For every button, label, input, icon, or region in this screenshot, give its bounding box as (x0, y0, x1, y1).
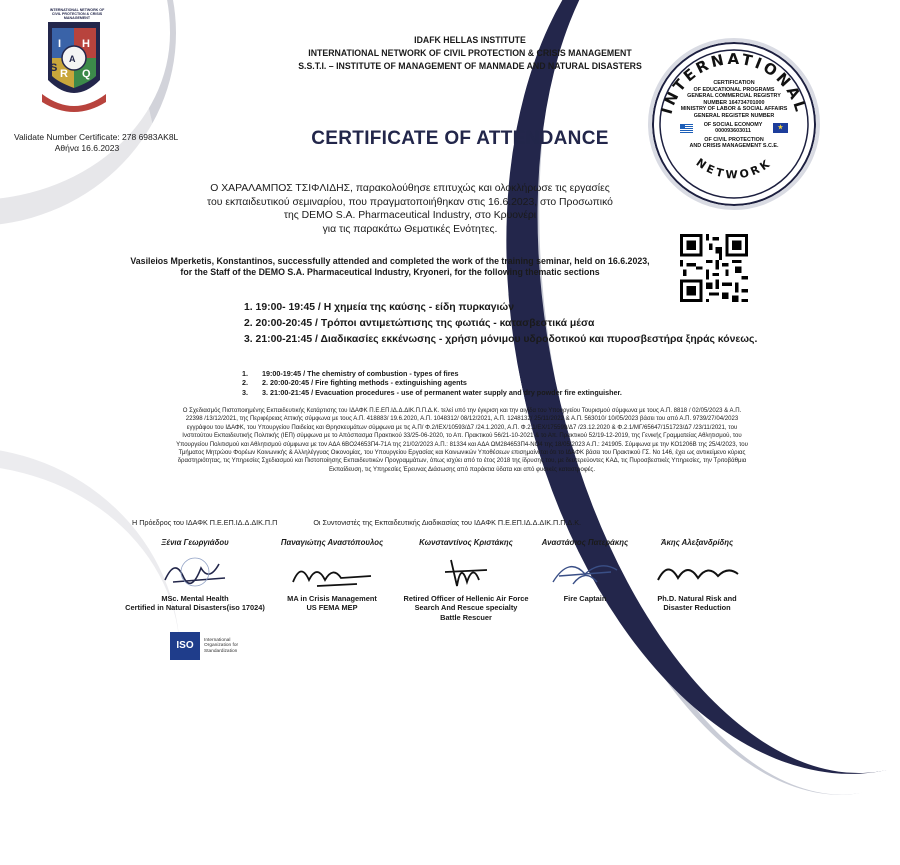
signatory-credential: MSc. Mental Health (161, 593, 229, 603)
seal-flags (680, 122, 788, 135)
signatory-credential: MA in Crisis Management (287, 593, 377, 603)
english-attendance-text (110, 256, 670, 279)
seal-line: 000093603011 (715, 128, 751, 135)
seal-ring-text: NETWORK (693, 155, 775, 182)
signatory-block (262, 538, 402, 613)
signatory-name: Ξένια Γεωργιάδου (161, 538, 229, 547)
agenda-number: 1. (242, 369, 248, 378)
agenda-item (242, 378, 622, 387)
greek-attendance-text (150, 182, 670, 236)
signatory-credential: Battle Rescuer (440, 612, 492, 622)
header-line: INTERNATIONAL NETWORK OF CIVIL PROTECTION & CRISIS MANAGEMENT (308, 48, 632, 59)
signatory-credential: Disaster Reduction (663, 603, 731, 612)
institute-header (277, 34, 663, 73)
english-line: Vasileios Mperketis, Konstantinos, successfully attended and completed the work of the training seminar, held on 16.6.2023, (130, 256, 650, 266)
agenda-item: 3. 21:00-21:45 / Διαδικασίες εκκένωσης - χρήση μόνιμου υδροδοτικού και πυροσβεστήρα ξηράς κόνεως. (244, 334, 758, 345)
agenda-number: 2. (242, 378, 248, 388)
background-swoosh (0, 447, 180, 865)
signatory-block (110, 538, 280, 613)
agenda-item (242, 369, 622, 378)
institute-logo (38, 10, 110, 120)
certificate-title: CERTIFICATE OF ATTENDANCE (311, 128, 609, 149)
iso-logo (170, 632, 238, 660)
english-line: for the Staff of the DEMO S.A. Pharmaceutical Industry, Kryoneri, for the following thematic sections (180, 267, 600, 278)
signatory-block (394, 538, 538, 622)
signature-image (545, 552, 625, 592)
signature-image (287, 552, 377, 592)
greek-flag-icon (680, 124, 693, 133)
seal-line: OF SOCIAL ECONOMY (703, 121, 763, 128)
signatory-name: Αναστάσιος Πατεράκης (541, 538, 629, 547)
logo-caption: INTERNATIONAL NETWORK OF CIVIL PROTECTION & CRISIS MANAGEMENT (49, 8, 105, 20)
seal-line: MINISTRY OF LABOR & SOCIAL AFFAIRS (680, 106, 788, 113)
signatory-block (530, 538, 640, 603)
legal-accreditation-text: Ο Σχεδιασμός Πιστοποιημένης Εκπαιδευτικής Κατάρτισης του ΙΔΑΦΚ Π.Ε.ΕΠ.ΙΔ.Δ.ΔΙΚ.Π.Π.Δ.Κ. τελεί υπό την έγκριση και την αιγίδα του Υπουργείου Τουρισμού σύμφωνα με τους Α.Π. 8818 / 02/05/2023 & Α.Π. 22398 /13/12/2021, της Περιφέρειας Αττικής σύμφωνα με τους Α.Π. 418883/ 19.6.2020, Α.Π. 1048312/ 08/12/2021, Α.Π. 1248132/ 25/11/2022 & Α.Π. 563010/ 10/05/2023 βάσει του από Α.Π. 9739/27/04/2023 εγγράφου του ΙΔΑΦΚ, του Υπουργείου Παιδείας και Θρησκευμάτων σύμφωνα με τις Α.Π/ Φ.2/ΙΕΧ/10593/Δ7 /24.1.2020, Α.Π. Φ.2.1/ΕΧ/175599/Δ7 /23.12.2020 & Φ.2.1/ΜΓ/65647/151723/Δ7 /23/11/2021, του Ινστιτούτου Εκπαιδευτικής Πολιτικής (ΙΕΠ) σύμφωνα με το Απόσπασμα Πρακτικού 33/25-06-2020, το Απ. Πρακτικού 56/21-10-2021 & το Απ. Πρακτικού 52/19-12-2019, της Γενικής Γραμματείας Αθλητισμού, του Υπουργείου Πολιτισμού και Αθλητισμού σύμφωνα με τον ΑΔΑ 6ΒΟ24653Π4-71Α της 21/02/2023 Α.Π.: 81334 και ΑΔΑ ΩΜ284653Π4-ΝΟ4 της 18/05/2023 Α.Π.: 241905. Σύμφωνα με την ΚΟ1206Β της 25/4/2023, του Τμήματος Μητρώου Φορέων Κοινωνικής & Αλληλέγγυας Οικονομίας, του Υπουργείου Εργασίας και Κοινωνικών Υποθέσεων επισημαίνεται ότι το ΙΔΑΦΚ βάσει του Πρακτικού ΓΣ. Νο 146, έχει ως αντικείμενο κύριας δραστηριότητας, τις Υπηρεσίες Σχεδιασμού και Πιστοποίησης Εκπαιδευτικών Προγραμμάτων, όπως ισχύει από το έτος 2018 της ίδρυσης του, με δευτερεύοντες ΚΑΔ, τις Πυροσβεστικές Υπηρεσίες, την Τριτοβάθμια Εκπαίδευση, τις Υπηρεσίες Έρευνας Διάσωσης από παράκτια ύδατα και από φυσικές καταστροφές. (176, 408, 748, 473)
iso-caption-line: International (204, 637, 231, 643)
iso-caption-line: Organization for (204, 643, 239, 649)
issue-place-date: Αθήνα 16.6.2023 (54, 143, 120, 153)
agenda-item: 2. 20:00-20:45 / Τρόποι αντιμετώπισης της φωτιάς - κατασβεστικά μέσα (244, 318, 595, 329)
signature-image (155, 552, 235, 592)
qr-code[interactable] (680, 234, 748, 302)
signatory-roles (132, 518, 615, 527)
iso-caption-line: Standardization (204, 648, 238, 654)
signature-image (431, 552, 501, 592)
greek-line: της DEMO S.A. Pharmaceutical Industry, στο Κρυονέρι (283, 210, 537, 222)
logo-letter: S (50, 62, 58, 74)
seal-body (680, 80, 788, 150)
coordinators-role: Οι Συντονιστές της Εκπαιδευτικής Διαδικασίας του ΙΔΑΦΚ Π.Ε.ΕΠ.ΙΔ.Δ.ΔΙΚ.Π.Π.Δ.Κ. (313, 518, 581, 527)
header-line: S.S.T.I. – INSTITUTE OF MANAGEMENT OF MANMADE AND NATURAL DISASTERS (298, 61, 642, 72)
signatory-credential: Retired Officer of Hellenic Air Force (403, 593, 529, 603)
iso-mark: ISO (170, 632, 200, 660)
agenda-text: 3. 21:00-21:45 / Evacuation procedures - use of permanent water supply and dry powder fire extinguisher. (262, 387, 622, 397)
agenda-number: 3. (242, 387, 248, 397)
logo-letter: R (60, 68, 68, 80)
seal-line: CERTIFICATION (713, 80, 755, 86)
header-line: IDAFK HELLAS INSTITUTE (414, 35, 526, 46)
logo-letter: H (82, 38, 90, 50)
certification-seal (648, 38, 820, 210)
validation-info (14, 132, 179, 154)
signatory-credential: Fire Captain (563, 593, 607, 603)
logo-letter: Q (82, 68, 91, 80)
seal-line: NUMBER 164734701000 (703, 99, 765, 106)
seal-line: GENERAL COMMERCIAL REGISTRY (687, 93, 781, 100)
agenda-text: 2. 20:00-20:45 / Fire fighting methods - extinguishing agents (262, 378, 467, 388)
agenda-item: 1. 19:00- 19:45 / Η χημεία της καύσης - είδη πυρκαγιών (244, 302, 514, 313)
validate-number: Validate Number Certificate: 278 6983AK8L (14, 132, 179, 142)
seal-line: GENERAL REGISTER NUMBER (693, 112, 775, 119)
signatory-credential: US FEMA MEP (306, 603, 358, 612)
president-role: Η Πρόεδρος του ΙΔΑΦΚ Π.Ε.ΕΠ.ΙΔ.Δ.ΔΙΚ.Π.Π (132, 518, 278, 527)
signature-image (652, 552, 742, 592)
greek-line: του εκπαιδευτικού σεμιναρίου, που πραγματοποιήθηκαν στις 16.6.2023, στο Προσωπικό (207, 196, 613, 208)
signatory-block (632, 538, 762, 613)
greek-agenda (244, 300, 757, 348)
agenda-text: 19:00-19:45 / The chemistry of combustion - types of fires (262, 369, 459, 378)
eu-flag-icon: ★ (773, 123, 788, 133)
signatory-credential: Ph.D. Natural Risk and (657, 593, 737, 603)
seal-line: OF CIVIL PROTECTION (704, 136, 764, 143)
logo-letter: I (58, 38, 62, 50)
signatory-name: Κωνσταντίνος Κριστάκης (419, 538, 513, 547)
greek-line: για τις παρακάτω Θεματικές Ενότητες. (322, 223, 498, 235)
english-agenda (242, 369, 622, 397)
seal-line: AND CRISIS MANAGEMENT S.C.E. (689, 143, 779, 150)
logo-letter: A (69, 54, 76, 64)
agenda-item (242, 388, 622, 397)
signatory-name: Παναγιώτης Αναστόπουλος (280, 538, 384, 547)
signatory-credential: Certified in Natural Disasters(iso 17024) (125, 603, 265, 612)
iso-caption (204, 638, 238, 655)
signatory-credential: Search And Rescue specialty (414, 603, 518, 612)
greek-line: Ο ΧΑΡΑΛΑΜΠΟΣ ΤΣΙΦΛΙΔΗΣ, παρακολούθησε επιτυχώς και ολοκλήρωσε τις εργασίες (210, 183, 610, 194)
seal-line: OF EDUCATIONAL PROGRAMS (693, 86, 775, 93)
signatory-name: Άκης Αλεξανδρίδης (660, 538, 734, 547)
seal-ring-text: INTERNATIONAL (657, 49, 811, 117)
